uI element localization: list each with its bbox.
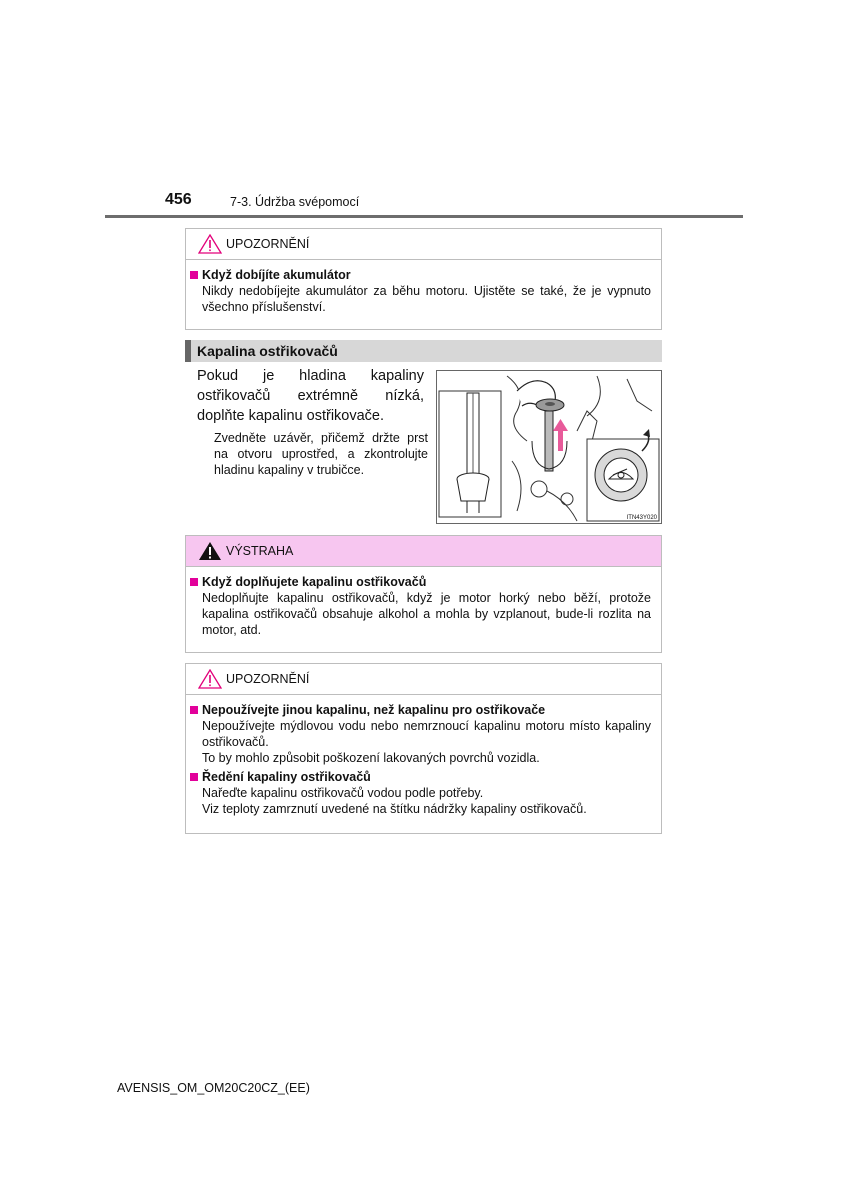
warning-triangle-icon [198, 541, 222, 561]
section-sub-text: Zvedněte uzávěr, přičemž držte prst na otvoru uprostřed, a zkontrolujte hladinu kapaliny v trubičce. [214, 431, 428, 477]
warning-item-title [190, 575, 651, 589]
warning-item-text: Nedoplňujte kapalinu ostřikovačů, když je motor horký nebo běží, protože kapalina ostřikovačů obsahuje alkohol a mohla by vzplanout, bude-li rozlita na motor, atd. [202, 591, 651, 637]
page-number: 456 [165, 191, 192, 208]
square-bullet-icon [190, 578, 198, 586]
item-title-text: Když doplňujete kapalinu ostřikovačů [202, 575, 427, 589]
notice-item-text: Nepoužívejte mýdlovou vodu nebo nemrznoucí kapalinu motoru místo kapaliny ostřikovačů. [202, 719, 651, 749]
item-title-text: Ředění kapaliny ostřikovačů [202, 770, 371, 784]
washer-fluid-illustration [436, 370, 662, 524]
caution-triangle-icon [198, 669, 222, 689]
caution-triangle-icon [198, 234, 222, 254]
notice-item-title [190, 703, 651, 717]
section-heading-text: Kapalina ostřikovačů [197, 343, 338, 359]
header-rule [105, 215, 743, 218]
notice-item-text: To by mohlo způsobit poškození lakovaných povrchů vozidla. [202, 751, 540, 765]
notice-item-title [190, 268, 651, 282]
notice-label: UPOZORNĚNÍ [226, 237, 310, 251]
section-main-text: Pokud je hladina kapaliny ostřikovačů extrémně nízká, doplňte kapalinu ostřikovače. [197, 368, 424, 424]
notice-item-text: Nařeďte kapalinu ostřikovačů vodou podle potřeby. [202, 786, 484, 800]
document-code: AVENSIS_OM_OM20C20CZ_(EE) [117, 1081, 310, 1095]
notice-header [186, 229, 661, 260]
notice-header [186, 664, 661, 695]
notice-item-title [190, 770, 651, 784]
square-bullet-icon [190, 773, 198, 781]
section-heading [185, 340, 662, 362]
item-title-text: Když dobíjíte akumulátor [202, 268, 351, 282]
warning-label: VÝSTRAHA [226, 544, 294, 558]
square-bullet-icon [190, 271, 198, 279]
warning-box [185, 535, 662, 653]
washer-reservoir-drawing [437, 371, 661, 523]
notice-item-text: Viz teploty zamrznutí uvedené na štítku nádržky kapaliny ostřikovačů. [202, 802, 587, 816]
notice-box-washer [185, 663, 662, 834]
chapter-title: 7-3. Údržba svépomocí [230, 195, 360, 209]
warning-header [186, 536, 661, 567]
notice-item-text: Nikdy nedobíjejte akumulátor za běhu motoru. Ujistěte se také, že je vypnuto všechno příslušenství. [202, 284, 651, 314]
square-bullet-icon [190, 706, 198, 714]
notice-box-battery [185, 228, 662, 330]
figure-code: ITN43Y020 [626, 515, 657, 521]
notice-label: UPOZORNĚNÍ [226, 672, 310, 686]
item-title-text: Nepoužívejte jinou kapalinu, než kapalinu pro ostřikovače [202, 703, 546, 717]
